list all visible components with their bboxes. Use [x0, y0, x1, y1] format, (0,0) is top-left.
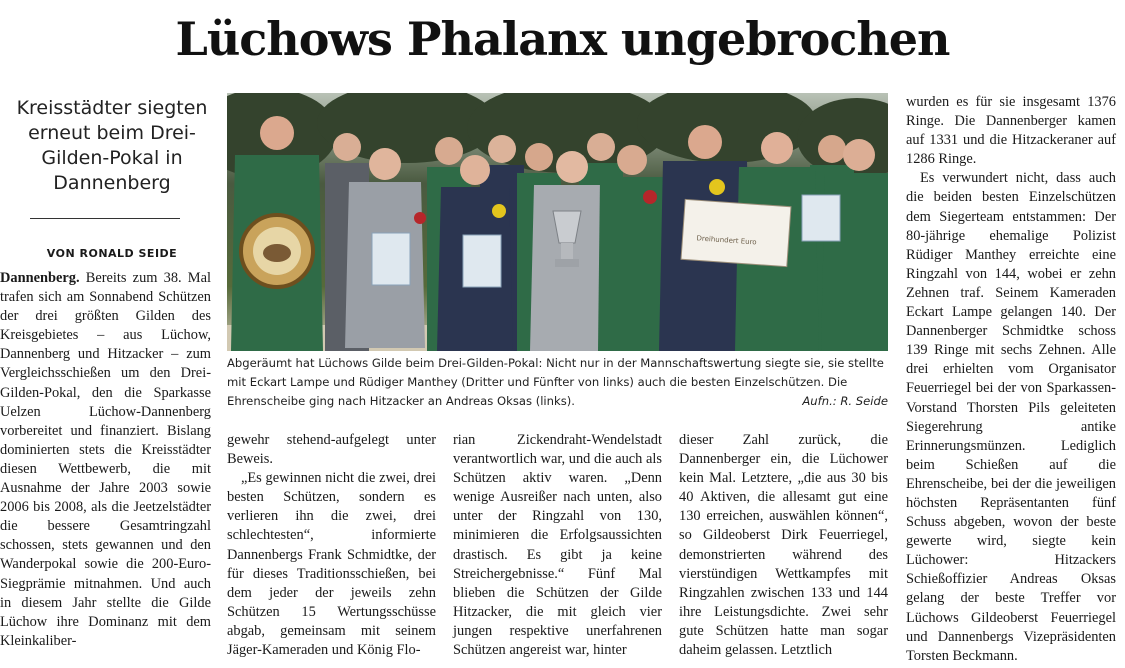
- paragraph: Es verwundert nicht, dass auch die beiden besten Einzelschützen dem Siegerteam entstammen: Der 80-jährige ehemalige Polizist Rüdiger Manthey erreichte eine Ringzahl von 144, wobei er zehn Zehnen traf. Seinem Kameraden Eckart Lampe gelangen 140. Der Dannenberger Schmidtke schoss 139 Ringe mit sechs Zehnen. Alle drei erhielten vom Organisator Feuerriegel bei der von Sparkassen-Vorstand Thorsten Pils geleiteten Siegerehrung antike Erinnerungsmünzen. Lediglich beim Schießen auf die Ehrenscheibe, bei der die jeweiligen höchsten Repräsentanten fünf Schuss abgeben, wovon der beste gewerte wird, siegte kein Lüchower: Hitzackers Schießoffizier Andreas Oksas gelang der beste Treffer vor Lüchows Gildeoberst Feuerriegel und Dannenbergs Vizepräsidenten Torsten Beckmann.: [906, 170, 1116, 664]
- paragraph: [0, 269, 211, 651]
- headline: Lüchows Phalanx ungebrochen: [175, 12, 950, 66]
- prize-cheque: [681, 199, 791, 266]
- article-column-5: [906, 93, 1116, 666]
- photo-caption: [227, 354, 888, 411]
- cheque-text: Dreihundert Euro: [696, 234, 757, 247]
- paragraph: wurden es für sie insgesamt 1376 Ringe. Die Dannenberger kamen auf 1331 und die Hitzackeraner auf 1286 Ringe.: [906, 94, 1116, 168]
- photo-credit: Aufn.: R. Seide: [796, 392, 888, 411]
- paragraph-text: Bereits zum 38. Mal trafen sich am Sonnabend Schützen der drei größten Gilden des Kreisgebietes – aus Lüchow, Dannenberg und Hitzacker – zum Vergleichsschießen um den Drei-Gilden-Pokal, den die Sparkasse Uelzen Lüchow-Dannenberg vorbereitet und finanziert. Bislang dominierten stets die Kreisstädter diesen Wettbewerb, die mit Ausnahme der Jahre 2003 sowie 2006 bis 2008, als die Jeetzelstädter die bessere Gesamtringzahl schossen, stets gewannen und den Wanderpokal sowie die 200-Euro-Siegprämie mitnahmen. Und auch in diesem Jahr stellte die Gilde Lüchow ihre Dominanz mit dem Kleinkaliber-: [0, 270, 211, 649]
- dateline: Dannenberg.: [0, 270, 80, 286]
- article-column-2: [227, 431, 436, 660]
- paragraph: dieser Zahl zurück, die Dannenberger ein, die Lüchower kein Mal. Letztere, „die aus 30 bis 40 Aktiven, die allesamt gut eine 130 erreichen, auswählen können“, so Gildeoberst Dirk Feuerriegel, demonstrierten während des vierstündigen Wettkampfes mit Ringzahlen zwischen 133 und 144 ihre Leistungsdichte. Zwei sehr gute Schützen hatte man sogar daheim gelassen. Letztlich: [679, 432, 888, 659]
- article-column-3: [453, 431, 662, 660]
- divider: [30, 218, 180, 219]
- paragraph: rian Zickendraht-Wendelstadt verantwortlich war, und die auch als Schützen aktiv waren. „Denn wenige Ausreißer nach unten, also unter der Ringzahl von 130, minimieren die Erfolgsaussichten drastisch. Es gibt ja keine Streichergebnisse.“ Fünf Mal blieben die Schützen der Gilde Hitzacker, die mit gleich vier jungen respektive unerfahrenen Schützen angereist war, hinter: [453, 432, 662, 659]
- article-column-1: [0, 269, 211, 651]
- group-photo-image: [227, 93, 888, 351]
- group-photo: [227, 93, 888, 351]
- subheadline: Kreisstädter siegten erneut beim Drei-Gilden-Pokal in Dannenberg: [16, 97, 208, 194]
- paragraph: gewehr stehend-aufgelegt unter Beweis.: [227, 432, 436, 468]
- article-column-4: [679, 431, 888, 660]
- paragraph: „Es gewinnen nicht die zwei, drei besten Schützen, sondern es verlieren ihn die zwei, drei schlechtesten“, informierte Dannenbergs Frank Schmidtke, der für dieses Traditionsschießen, bei dem jeder der jeweils zehn Schützen 15 Wertungsschüsse abgab, gemeinsam mit seinem Jäger-Kameraden und König Flo-: [227, 470, 436, 659]
- caption-text: Abgeräumt hat Lüchows Gilde beim Drei-Gilden-Pokal: Nicht nur in der Mannschaftswertung siegte sie, sie stellte mit Eckart Lampe und Rüdiger Manthey (Dritter und Fünfter von links) auch die besten Einzelschützen. Die Ehrenscheibe ging nach Hitzacker an Andreas Oksas (links).: [227, 356, 884, 408]
- byline: VON RONALD SEIDE: [46, 247, 178, 260]
- honor-target-disc: [241, 215, 313, 287]
